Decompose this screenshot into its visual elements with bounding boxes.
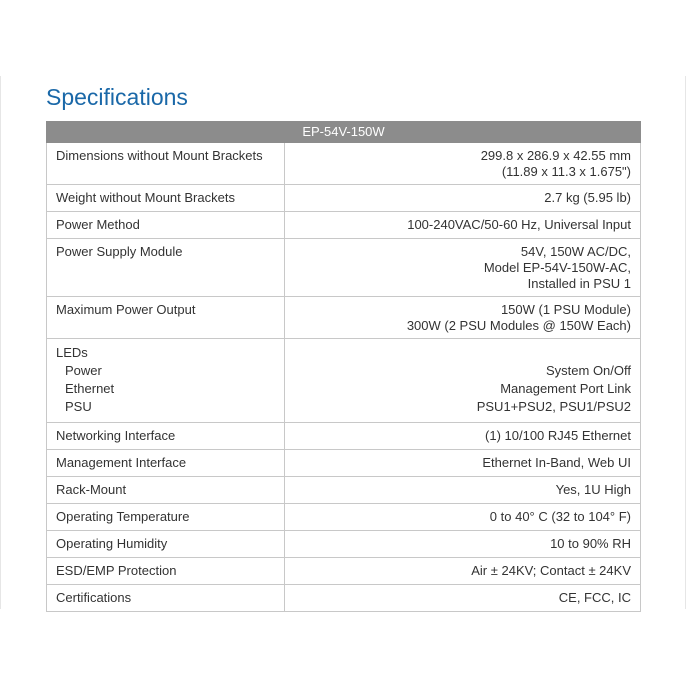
value-line: Model EP-54V-150W-AC,: [483, 260, 631, 275]
row-label: Power Method: [47, 212, 285, 239]
row-label: Operating Temperature: [47, 504, 285, 531]
value-line: 299.8 x 286.9 x 42.55 mm: [480, 148, 631, 163]
table-row-dimensions: [47, 143, 641, 185]
value-line: 300W (2 PSU Modules @ 150W Each): [406, 318, 631, 333]
row-value: 10 to 90% RH: [285, 531, 641, 558]
table-row-power-method: [47, 212, 641, 239]
row-value: 0 to 40° C (32 to 104° F): [285, 504, 641, 531]
table-row-power-supply-module: [47, 239, 641, 297]
row-label: ESD/EMP Protection: [47, 558, 285, 585]
table-header-row: [47, 122, 641, 143]
table-row-esd-emp-protection: [47, 558, 641, 585]
row-label: Management Interface: [47, 450, 285, 477]
value-line: 54V, 150W AC/DC,: [520, 244, 631, 259]
table-row-operating-temperature: [47, 504, 641, 531]
row-value: Yes, 1U High: [285, 477, 641, 504]
row-label: Power Supply Module: [47, 239, 285, 297]
row-label: [47, 339, 285, 423]
row-value: CE, FCC, IC: [285, 585, 641, 612]
table-header-model: EP-54V-150W: [47, 122, 641, 143]
row-value: [285, 239, 641, 297]
leds-sub-label: Power: [65, 363, 102, 378]
table-row-max-power-output: [47, 297, 641, 339]
row-label: Maximum Power Output: [47, 297, 285, 339]
value-line: System On/Off: [545, 363, 631, 378]
table-row-rack-mount: [47, 477, 641, 504]
value-spacer: [294, 344, 631, 362]
row-value: (1) 10/100 RJ45 Ethernet: [285, 423, 641, 450]
value-line: Management Port Link: [500, 381, 631, 396]
table-row-management-interface: [47, 450, 641, 477]
table-row-networking-interface: [47, 423, 641, 450]
table-row-certifications: [47, 585, 641, 612]
row-value: [285, 297, 641, 339]
row-value: Ethernet In-Band, Web UI: [285, 450, 641, 477]
page-title: Specifications: [46, 84, 188, 110]
value-line: Installed in PSU 1: [527, 276, 631, 291]
table-row-leds: [47, 339, 641, 423]
table-row-weight: [47, 185, 641, 212]
leds-sub-label: Ethernet: [65, 381, 115, 396]
row-label: Dimensions without Mount Brackets: [47, 143, 285, 185]
table-row-operating-humidity: [47, 531, 641, 558]
row-value: 2.7 kg (5.95 lb): [285, 185, 641, 212]
leds-sub-label: PSU: [65, 399, 92, 414]
value-line: 150W (1 PSU Module): [500, 302, 631, 317]
row-label: Rack-Mount: [47, 477, 285, 504]
value-line: (11.89 x 11.3 x 1.675"): [501, 164, 631, 179]
row-value: 100-240VAC/50-60 Hz, Universal Input: [285, 212, 641, 239]
row-value: Air ± 24KV; Contact ± 24KV: [285, 558, 641, 585]
row-label: Networking Interface: [47, 423, 285, 450]
row-value: [285, 143, 641, 185]
leds-label: LEDs: [56, 345, 88, 360]
row-value: [285, 339, 641, 423]
row-label: Operating Humidity: [47, 531, 285, 558]
value-line: PSU1+PSU2, PSU1/PSU2: [476, 399, 631, 414]
specifications-table: [46, 121, 641, 612]
left-border-line: [0, 76, 1, 609]
row-label: Certifications: [47, 585, 285, 612]
row-label: Weight without Mount Brackets: [47, 185, 285, 212]
